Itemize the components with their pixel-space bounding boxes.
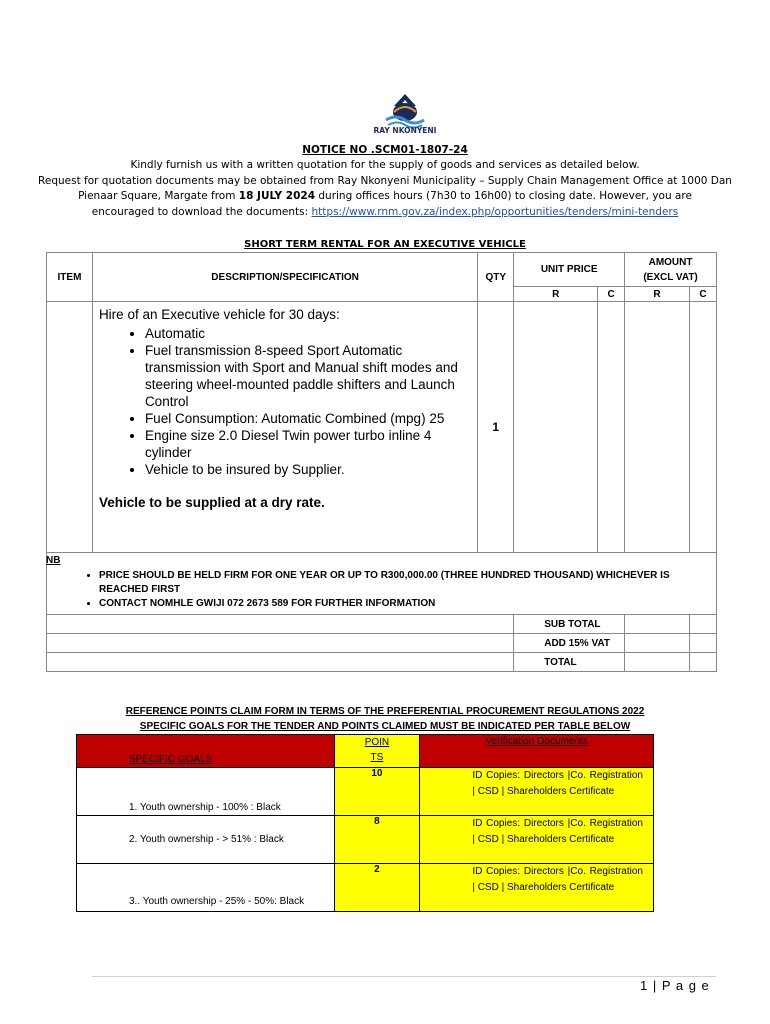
quote-title: SHORT TERM RENTAL FOR AN EXECUTIVE VEHICLE bbox=[244, 239, 526, 250]
unit-price-rand-value[interactable] bbox=[514, 302, 598, 553]
subtotal-rand[interactable] bbox=[625, 615, 690, 634]
amount-rand-value[interactable] bbox=[625, 302, 690, 553]
total-cents[interactable] bbox=[689, 653, 716, 672]
header-description: DESCRIPTION/SPECIFICATION bbox=[92, 253, 477, 302]
intro-line-3: Pienaar Square, Margate from 18 JULY 2024 during offices hours (7h30 to 16h00) to closing date. However, you are bbox=[78, 190, 692, 202]
footer-divider bbox=[92, 976, 716, 977]
amount-cents-value[interactable] bbox=[689, 302, 716, 553]
vat-cents[interactable] bbox=[689, 634, 716, 653]
goal-cell: 3.. Youth ownership - 25% - 50%: Black bbox=[77, 864, 335, 912]
description-cell bbox=[92, 302, 477, 553]
unit-price-rand: R bbox=[514, 287, 598, 302]
header-amount: AMOUNT (EXCL VAT) bbox=[625, 253, 717, 287]
page-number: 1 | P a g e bbox=[640, 978, 710, 993]
header-specific-goals: SPECIFIC GOALS bbox=[77, 735, 335, 768]
unit-price-cents-value[interactable] bbox=[598, 302, 625, 553]
total-label: TOTAL bbox=[514, 653, 625, 672]
unit-price-cents: C bbox=[598, 287, 625, 302]
specific-goals-table bbox=[76, 734, 654, 912]
points-cell: 10 bbox=[334, 768, 420, 816]
points-title-2: SPECIFIC GOALS FOR THE TENDER AND POINTS CLAIMED MUST BE INDICATED PER TABLE BELOW bbox=[139, 721, 631, 732]
nb-item: • PRICE SHOULD BE HELD FIRM FOR ONE YEAR OR UP TO R300,000.00 (THREE HUNDRED THOUSAND) WHICHEVER IS REACHED FIRST bbox=[99, 569, 716, 597]
nb-item: • CONTACT NOMHLE GWIJI 072 2673 589 FOR FURTHER INFORMATION bbox=[99, 597, 716, 611]
intro-line-4: encouraged to download the documents: https://www.rnm.gov.za/index.php/opportunities/tenders/mini-tenders bbox=[91, 205, 679, 218]
header-points: POIN TS bbox=[334, 735, 420, 768]
spec-item: • Fuel transmission 8-speed Sport Automatic transmission with Sport and Manual shift modes and steering wheel-mounted paddle shifters and Launch Control bbox=[145, 342, 463, 410]
nb-label: NB bbox=[46, 555, 61, 566]
vat-rand[interactable] bbox=[625, 634, 690, 653]
nb-list bbox=[46, 569, 716, 611]
points-cell: 8 bbox=[334, 816, 420, 864]
total-rand[interactable] bbox=[625, 653, 690, 672]
qty-value: 1 bbox=[478, 302, 514, 553]
goal-cell: 2. Youth ownership - > 51% : Black bbox=[77, 816, 335, 864]
subtotal-cents[interactable] bbox=[689, 615, 716, 634]
points-title-1: REFERENCE POINTS CLAIM FORM IN TERMS OF THE PREFERENTIAL PROCUREMENT REGULATIONS 2022 bbox=[125, 706, 645, 717]
points-cell: 2 bbox=[334, 864, 420, 912]
dry-rate-note: Vehicle to be supplied at a dry rate. bbox=[98, 495, 325, 510]
closing-date: 18 JULY 2024 bbox=[238, 190, 316, 202]
spec-item: • Vehicle to be insured by Supplier. bbox=[145, 461, 463, 478]
spec-item: • Fuel Consumption: Automatic Combined (mpg) 25 bbox=[145, 410, 463, 427]
docs-cell: ID Copies: Directors |Co. Registration | CSD | Shareholders Certificate bbox=[420, 768, 654, 816]
goal-cell: 1. Youth ownership - 100% : Black bbox=[77, 768, 335, 816]
spec-item: • Engine size 2.0 Diesel Twin power turbo inline 4 cylinder bbox=[145, 427, 463, 461]
header-verification: Verification Documents bbox=[420, 735, 654, 768]
intro-line-2: Request for quotation documents may be obtained from Ray Nkonyeni Municipality – Supply Chain Management Office at 1000 Dan bbox=[38, 174, 732, 187]
docs-cell: ID Copies: Directors |Co. Registration | CSD | Shareholders Certificate bbox=[420, 816, 654, 864]
amount-cents: C bbox=[689, 287, 716, 302]
header-unit-price: UNIT PRICE bbox=[514, 253, 625, 287]
item-cell bbox=[47, 302, 93, 553]
header-item: ITEM bbox=[47, 253, 93, 302]
vat-label: ADD 15% VAT bbox=[514, 634, 625, 653]
header-qty: QTY bbox=[478, 253, 514, 302]
intro-line-1: Kindly furnish us with a written quotation for the supply of goods and services as detailed below. bbox=[130, 159, 640, 171]
nb-section bbox=[46, 555, 716, 611]
spec-list bbox=[99, 325, 463, 478]
subtotal-label: SUB TOTAL bbox=[514, 615, 625, 634]
docs-cell: ID Copies: Directors |Co. Registration | CSD | Shareholders Certificate bbox=[420, 864, 654, 912]
description-heading: Hire of an Executive vehicle for 30 days: bbox=[98, 307, 340, 322]
spec-item: • Automatic bbox=[145, 325, 463, 342]
intro-paragraph bbox=[20, 158, 750, 220]
tenders-link[interactable]: https://www.rnm.gov.za/index.php/opportunities/tenders/mini-tenders bbox=[311, 205, 679, 218]
logo-text: RAY NKONYENI bbox=[373, 126, 437, 135]
notice-number: NOTICE NO .SCM01-1807-24 bbox=[302, 144, 468, 156]
amount-rand: R bbox=[625, 287, 690, 302]
